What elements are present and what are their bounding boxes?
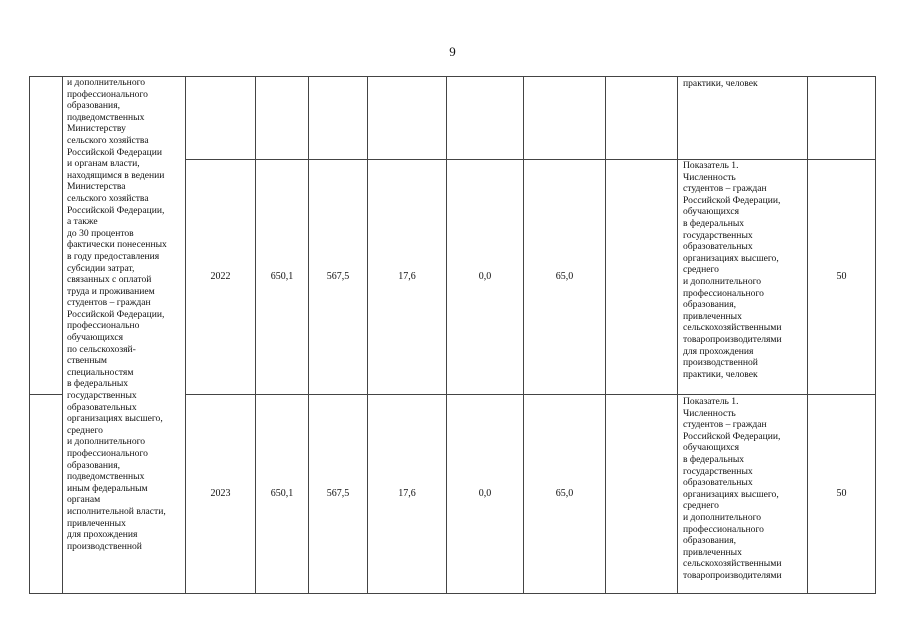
indicator-text-row-2: Показатель 1. Численность студентов – граждан Российской Федерации, обучающихся в федеральных государственных образовательных организациях высшего, среднего и дополнительного профессионального образования, привлеченных сельскохозяйственными товаропроизводителями: [683, 396, 782, 581]
col-border-4: [308, 76, 309, 594]
value-cell: 567,5: [326, 271, 350, 282]
value-cell: 65,0: [555, 488, 574, 499]
col-border-6: [446, 76, 447, 594]
col-border-8: [605, 76, 606, 594]
indicator-text-row-0: практики, человек: [683, 78, 758, 89]
indicator-text-row-1: Показатель 1. Численность студентов – граждан Российской Федерации, обучающихся в федеральных государственных образовательных организациях высшего, среднего и дополнительного профессионального образования, привлеченных сельскохозяйственными товаропроизводителями для прохождения производственной практики, человек: [683, 160, 782, 380]
value-cell: 65,0: [555, 271, 574, 282]
row-divider-right-2: [185, 394, 876, 395]
row-divider-left: [29, 394, 62, 395]
page-number: 9: [449, 44, 456, 59]
measure-description: и дополнительного профессионального образования, подведомственных Министерству сельского хозяйства Российской Федерации и органам власти, находящимся в ведении Министерства сельского хозяйства Российской Федерации, а также до 30 процентов фактически понесенных в году предоставления субсидии затрат, связанных с оплатой труда и проживанием студентов – граждан Российской Федерации, профессионально обучающихся по сельскохозяй- ственным специальностям в федеральных государственных образовательных организациях высшего, среднего и дополнительного профессионального образования, подведомственных иным федеральным органам исполнительной власти, привлеченных для прохождения производственной: [67, 77, 167, 552]
col-border-3: [255, 76, 256, 594]
col-border-2: [185, 76, 186, 594]
year-cell-2023: 2023: [210, 488, 231, 499]
value-cell: 650,1: [270, 488, 294, 499]
value-cell: 17,6: [398, 271, 416, 282]
target-value-cell: 50: [836, 488, 847, 499]
value-cell: 567,5: [326, 488, 350, 499]
col-border-10: [807, 76, 808, 594]
col-border-1: [62, 76, 63, 594]
year-cell-2022: 2022: [210, 271, 231, 282]
value-cell: 0,0: [478, 271, 492, 282]
value-cell: 0,0: [478, 488, 492, 499]
col-border-7: [523, 76, 524, 594]
col-border-0: [29, 76, 30, 594]
col-border-11: [875, 76, 876, 594]
value-cell: 17,6: [398, 488, 416, 499]
table-bottom-border: [29, 593, 876, 594]
col-border-5: [367, 76, 368, 594]
target-value-cell: 50: [836, 271, 847, 282]
col-border-9: [677, 76, 678, 594]
value-cell: 650,1: [270, 271, 294, 282]
